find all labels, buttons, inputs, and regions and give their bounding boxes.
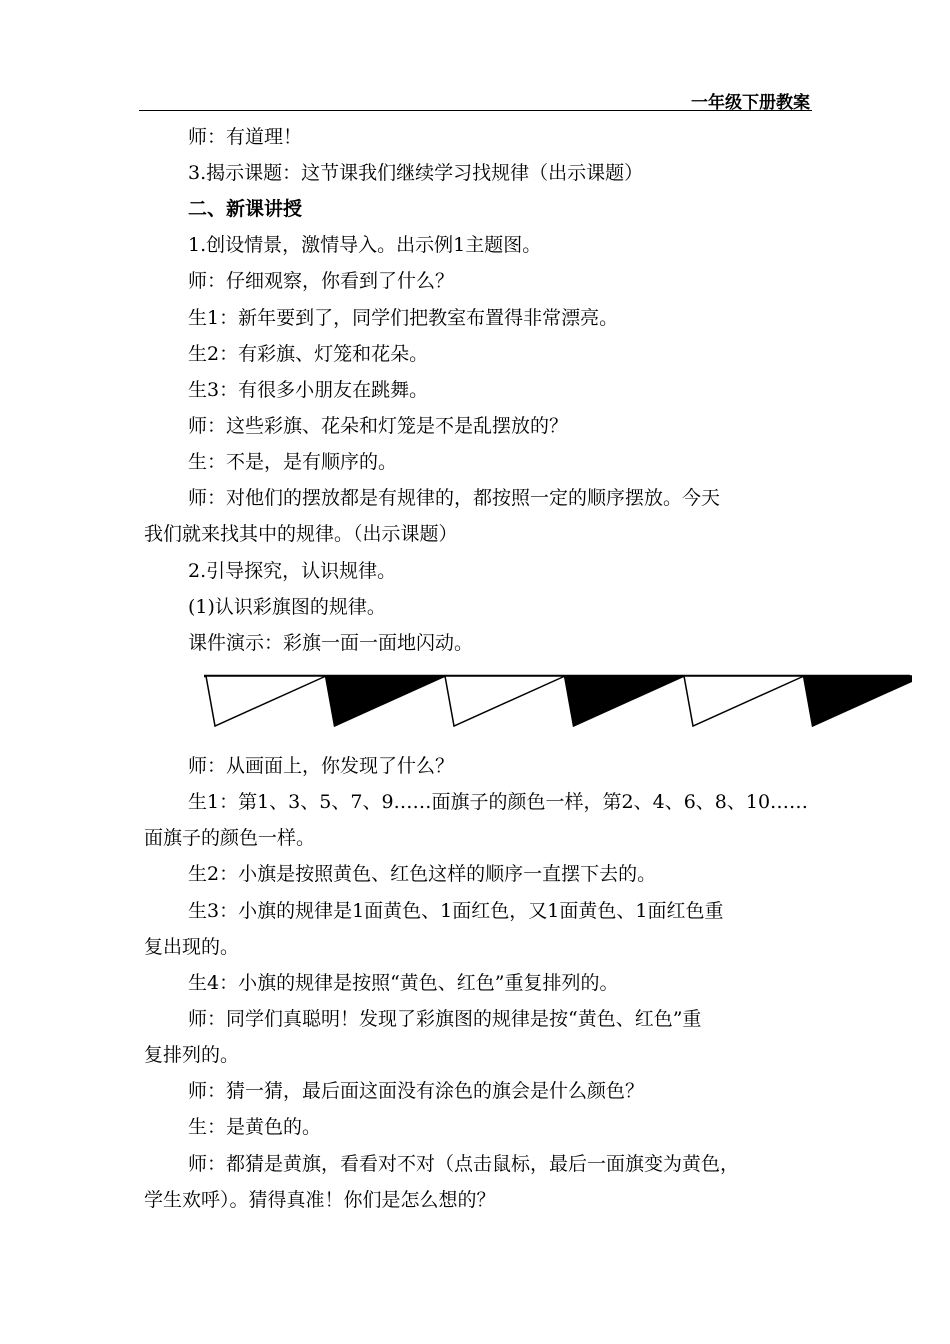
section-heading: 二、新课讲授	[188, 198, 303, 220]
text-line: 师：从画面上，你发现了什么？	[188, 755, 455, 777]
text-line: 生3：有很多小朋友在跳舞。	[188, 379, 429, 401]
pennant-flag-white	[445, 676, 565, 726]
text-line: 复排列的。	[144, 1044, 240, 1066]
text-line: 生1：第1、3、5、7、9……面旗子的颜色一样，第2、4、6、8、10……	[188, 791, 809, 813]
pennant-flags-diagram	[200, 672, 912, 734]
pennant-flag-white	[206, 676, 326, 726]
text-line: 师：都猜是黄旗，看看对不对（点击鼠标，最后一面旗变为黄色，	[188, 1153, 740, 1175]
pennant-flag-black	[565, 676, 685, 726]
text-line: 生2：小旗是按照黄色、红色这样的顺序一直摆下去的。	[188, 863, 657, 885]
text-line: 生3：小旗的规律是1面黄色、1面红色，又1面黄色、1面红色重	[188, 900, 724, 922]
header-title: 一年级下册教案	[691, 93, 810, 113]
text-line: 生4：小旗的规律是按照“黄色、红色”重复排列的。	[188, 972, 619, 994]
text-line: 师：仔细观察，你看到了什么？	[188, 270, 455, 292]
pennant-flag-white	[684, 676, 804, 726]
text-line: 2.引导探究，认识规律。	[188, 560, 397, 582]
text-line: 生1：新年要到了，同学们把教室布置得非常漂亮。	[188, 307, 619, 329]
text-line: (1)认识彩旗图的规律。	[188, 596, 386, 618]
text-line: 师：这些彩旗、花朵和灯笼是不是乱摆放的？	[188, 415, 569, 437]
text-line: 生2：有彩旗、灯笼和花朵。	[188, 343, 429, 365]
text-line: 课件演示：彩旗一面一面地闪动。	[188, 632, 474, 654]
text-line: 师：对他们的摆放都是有规律的，都按照一定的顺序摆放。今天	[188, 487, 721, 509]
text-line: 师：猜一猜，最后面这面没有涂色的旗会是什么颜色？	[188, 1080, 645, 1102]
pennant-flag-black	[804, 676, 913, 726]
text-line: 生：是黄色的。	[188, 1116, 322, 1138]
pennant-flag-black	[326, 676, 446, 726]
text-line: 我们就来找其中的规律。（出示课题）	[144, 523, 458, 545]
text-line: 3.揭示课题：这节课我们继续学习找规律（出示课题）	[188, 162, 644, 184]
page-header	[139, 86, 812, 111]
text-line: 生：不是，是有顺序的。	[188, 451, 398, 473]
text-line: 1.创设情景，激情导入。出示例1主题图。	[188, 234, 542, 256]
text-line: 复出现的。	[144, 936, 240, 958]
text-line: 师：有道理！	[188, 126, 303, 148]
text-line: 师：同学们真聪明！发现了彩旗图的规律是按“黄色、红色”重	[188, 1008, 702, 1030]
text-line: 学生欢呼）。猜得真准！你们是怎么想的？	[144, 1189, 496, 1211]
text-line: 面旗子的颜色一样。	[144, 827, 316, 849]
